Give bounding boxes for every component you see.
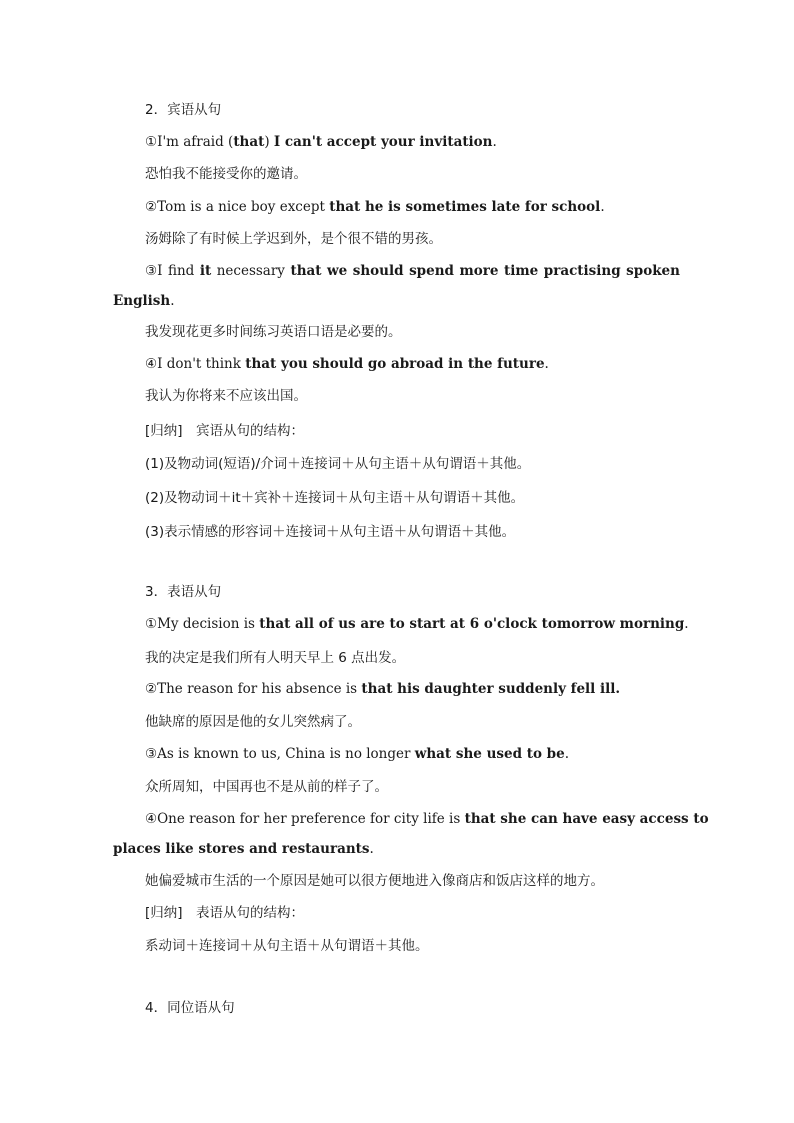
example-sentence-continuation: places like stores and restaurants. — [113, 841, 374, 857]
rule-line: (2)及物动词＋it＋宾补＋连接词＋从句主语＋从句谓语＋其他。 — [145, 490, 525, 506]
rule-line: (1)及物动词(短语)/介词＋连接词＋从句主语＋从句谓语＋其他。 — [145, 456, 531, 472]
example-translation: 我发现花更多时间练习英语口语是必要的。 — [145, 324, 402, 340]
rule-line: (3)表示情感的形容词＋连接词＋从句主语＋从句谓语＋其他。 — [145, 524, 516, 540]
rule-line: 系动词＋连接词＋从句主语＋从句谓语＋其他。 — [145, 938, 429, 954]
section-heading-object-clause: 2．宾语从句 — [145, 102, 222, 118]
example-sentence-continuation: English. — [113, 293, 175, 309]
example-translation: 恐怕我不能接受你的邀请。 — [145, 166, 307, 182]
section-heading-appositive-clause: 4．同位语从句 — [145, 1000, 235, 1016]
example-translation: 他缺席的原因是他的女儿突然病了。 — [145, 714, 361, 730]
example-sentence: ④I don't think that you should go abroad in the future. — [145, 356, 549, 372]
example-sentence: ①I'm afraid (that) I can't accept your invitation. — [145, 134, 497, 150]
example-translation: 我的决定是我们所有人明天早上 6 点出发。 — [145, 650, 406, 666]
example-sentence: ②The reason for his absence is that his daughter suddenly fell ill. — [145, 681, 621, 697]
summary-label: [归纳] 宾语从句的结构： — [145, 423, 305, 439]
example-sentence: ④One reason for her preference for city life is that she can have easy access to — [145, 811, 709, 827]
section-heading-predicative-clause: 3．表语从句 — [145, 584, 222, 600]
example-translation: 她偏爱城市生活的一个原因是她可以很方便地进入像商店和饭店这样的地方。 — [145, 873, 604, 889]
example-sentence: ①My decision is that all of us are to start at 6 o'clock tomorrow morning. — [145, 616, 689, 632]
example-sentence: ③As is known to us, China is no longer what she used to be. — [145, 746, 569, 762]
example-sentence: ③I find it necessary that we should spend more time practising spoken — [145, 263, 680, 279]
example-translation: 汤姆除了有时候上学迟到外，是个很不错的男孩。 — [145, 231, 442, 247]
summary-label: [归纳] 表语从句的结构： — [145, 905, 305, 921]
example-sentence: ②Tom is a nice boy except that he is sometimes late for school. — [145, 199, 605, 215]
example-translation: 我认为你将来不应该出国。 — [145, 388, 307, 404]
example-translation: 众所周知，中国再也不是从前的样子了。 — [145, 779, 388, 795]
